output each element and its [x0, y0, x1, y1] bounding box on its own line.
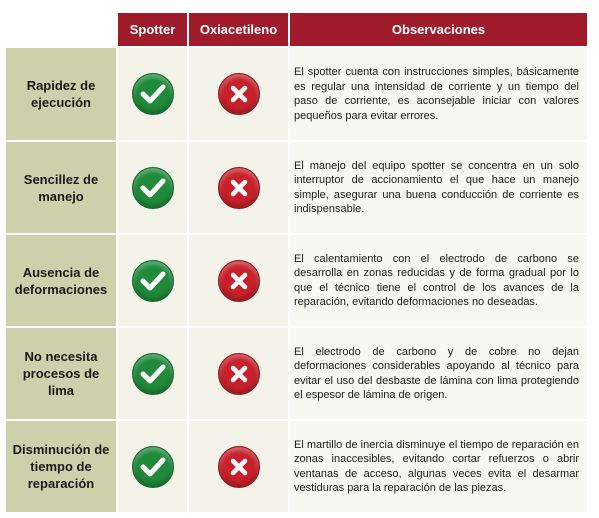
- observation-text: El manejo del equipo spotter se concentra en un solo interruptor de accionamiento el que hace un manejo simple, asegurar una buena conducción de corriente es indispensable.: [294, 159, 579, 215]
- cross-icon: [218, 73, 260, 115]
- table-row: [0, 235, 599, 326]
- oxiacetileno-cell: [189, 235, 288, 326]
- spotter-cell: [118, 235, 187, 326]
- row-label: No necesita procesos de lima: [22, 349, 100, 398]
- header-oxiacetileno: Oxiacetileno: [189, 13, 288, 46]
- observation-text: El calentamiento con el electrodo de carbono se desarrolla en zonas reducidas y de forma gradual por lo que el técnico tiene el control de los avances de la reparación, evitando deformaciones no deseadas.: [294, 252, 579, 308]
- observation-text: El electrodo de carbono y de cobre no dejan deformaciones considerables apoyando al técnico para evitar el uso del desbaste de lámina con lima protegiendo el espesor de lámina de origen.: [294, 345, 579, 401]
- cross-icon: [218, 260, 260, 302]
- observation-text: El spotter cuenta con instrucciones simples, básicamente es regular una intensidad de corriente y un tiempo del paso de corriente, es aconsejable iniciar con valores pequeños para evitar errores.: [294, 66, 579, 122]
- observation-cell: [290, 142, 587, 233]
- spotter-cell: [118, 421, 187, 512]
- observation-cell: [290, 48, 587, 140]
- header-observaciones: Observaciones: [290, 13, 587, 46]
- row-label-cell: [6, 328, 116, 419]
- spotter-cell: [118, 328, 187, 419]
- oxiacetileno-cell: [189, 328, 288, 419]
- header-spotter: Spotter: [118, 13, 187, 46]
- table-row: [0, 142, 599, 233]
- observation-text: El martillo de inercia disminuye el tiempo de reparación en zonas inaccesibles, evitando cortar refuerzos o abrir ventanas de acceso, algunas veces evita el desarmar vestiduras para la reparación de las piezas.: [294, 438, 579, 494]
- table-header: [0, 13, 599, 46]
- observation-cell: [290, 235, 587, 326]
- row-label-cell: [6, 142, 116, 233]
- check-icon: [132, 260, 174, 302]
- check-icon: [132, 446, 174, 488]
- cross-icon: [218, 167, 260, 209]
- check-icon: [132, 353, 174, 395]
- cross-icon: [218, 353, 260, 395]
- oxiacetileno-cell: [189, 421, 288, 512]
- row-label: Ausencia de deformaciones: [14, 264, 108, 297]
- spotter-cell: [118, 48, 187, 140]
- table-row: [0, 421, 599, 512]
- row-label: Disminución de tiempo de reparación: [12, 442, 110, 491]
- observation-cell: [290, 421, 587, 512]
- observation-cell: [290, 328, 587, 419]
- cross-icon: [218, 446, 260, 488]
- check-icon: [132, 167, 174, 209]
- row-label-cell: [6, 421, 116, 512]
- row-label-cell: [6, 235, 116, 326]
- table-row: [0, 328, 599, 419]
- row-label-cell: [6, 48, 116, 140]
- oxiacetileno-cell: [189, 142, 288, 233]
- row-label: Rapidez de ejecución: [26, 78, 96, 110]
- spotter-cell: [118, 142, 187, 233]
- table-row: [0, 48, 599, 140]
- check-icon: [132, 73, 174, 115]
- row-label: Sencillez de manejo: [23, 171, 99, 204]
- oxiacetileno-cell: [189, 48, 288, 140]
